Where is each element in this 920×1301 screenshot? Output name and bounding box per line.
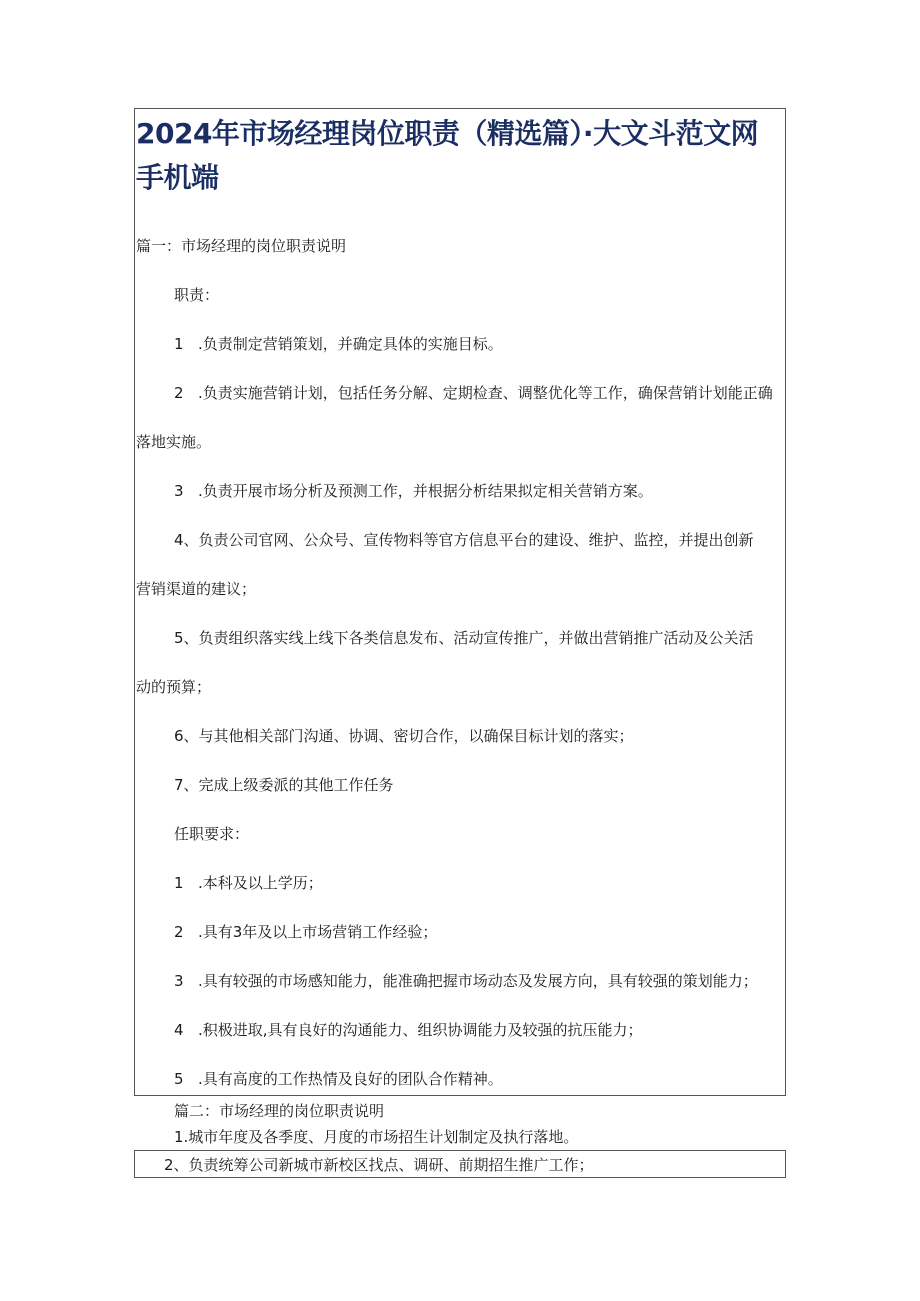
duty-item-5-continued: 动的预算； bbox=[136, 678, 212, 696]
requirement-number: 5 bbox=[174, 1070, 184, 1088]
section2-item-1: 1.城市年度及各季度、月度的市场招生计划制定及执行落地。 bbox=[174, 1128, 579, 1146]
duty-item-2-continued: 落地实施。 bbox=[136, 433, 212, 451]
duty-item-5: 5、负责组织落实线上线下各类信息发布、活动宣传推广，并做出营销推广活动及公关活 bbox=[174, 629, 754, 647]
requirement-text: .积极进取,具有良好的沟通能力、组织协调能力及较强的抗压能力； bbox=[198, 1021, 643, 1039]
section2-item-2: 2、负责统筹公司新城市新校区找点、调研、前期招生推广工作； bbox=[164, 1156, 594, 1174]
duty-number: 3 bbox=[174, 482, 184, 500]
requirement-item-4 bbox=[174, 1020, 643, 1040]
requirement-text: .具有高度的工作热情及良好的团队合作精神。 bbox=[198, 1070, 503, 1088]
requirement-number: 3 bbox=[174, 972, 184, 990]
requirement-item-3 bbox=[174, 971, 758, 991]
requirements-label: 任职要求： bbox=[174, 825, 250, 843]
duty-item-6: 6、与其他相关部门沟通、协调、密切合作，以确保目标计划的落实； bbox=[174, 727, 634, 745]
requirement-item-1 bbox=[174, 873, 323, 893]
page-title: 2024年市场经理岗位职责（精选篇）·大文斗范文网手机端 bbox=[136, 117, 759, 194]
duty-text: .负责制定营销策划，并确定具体的实施目标。 bbox=[198, 335, 503, 353]
duty-item-1 bbox=[174, 334, 503, 354]
duty-number: 1 bbox=[174, 335, 184, 353]
duty-item-2 bbox=[174, 383, 773, 403]
duties-label: 职责： bbox=[174, 286, 220, 304]
section-heading-2: 篇二：市场经理的岗位职责说明 bbox=[174, 1102, 385, 1120]
requirement-number: 1 bbox=[174, 874, 184, 892]
duty-number: 2 bbox=[174, 384, 184, 402]
requirement-item-2 bbox=[174, 922, 437, 942]
requirement-text: .具有3年及以上市场营销工作经验； bbox=[198, 923, 438, 941]
duty-text: .负责实施营销计划，包括任务分解、定期检查、调整优化等工作，确保营销计划能正确 bbox=[198, 384, 773, 402]
duty-item-4: 4、负责公司官网、公众号、宣传物料等官方信息平台的建设、维护、监控，并提出创新 bbox=[174, 531, 754, 549]
requirement-item-5 bbox=[174, 1069, 503, 1089]
section-heading-1: 篇一：市场经理的岗位职责说明 bbox=[136, 237, 347, 255]
content-frame bbox=[134, 108, 786, 1096]
requirement-text: .本科及以上学历； bbox=[198, 874, 323, 892]
requirement-text: .具有较强的市场感知能力，能准确把握市场动态及发展方向，具有较强的策划能力； bbox=[198, 972, 758, 990]
duty-item-7: 7、完成上级委派的其他工作任务 bbox=[174, 776, 394, 794]
requirement-number: 4 bbox=[174, 1021, 184, 1039]
duty-item-4-continued: 营销渠道的建议； bbox=[136, 580, 257, 598]
requirement-number: 2 bbox=[174, 923, 184, 941]
duty-text: .负责开展市场分析及预测工作，并根据分析结果拟定相关营销方案。 bbox=[198, 482, 653, 500]
duty-item-3 bbox=[174, 481, 653, 501]
